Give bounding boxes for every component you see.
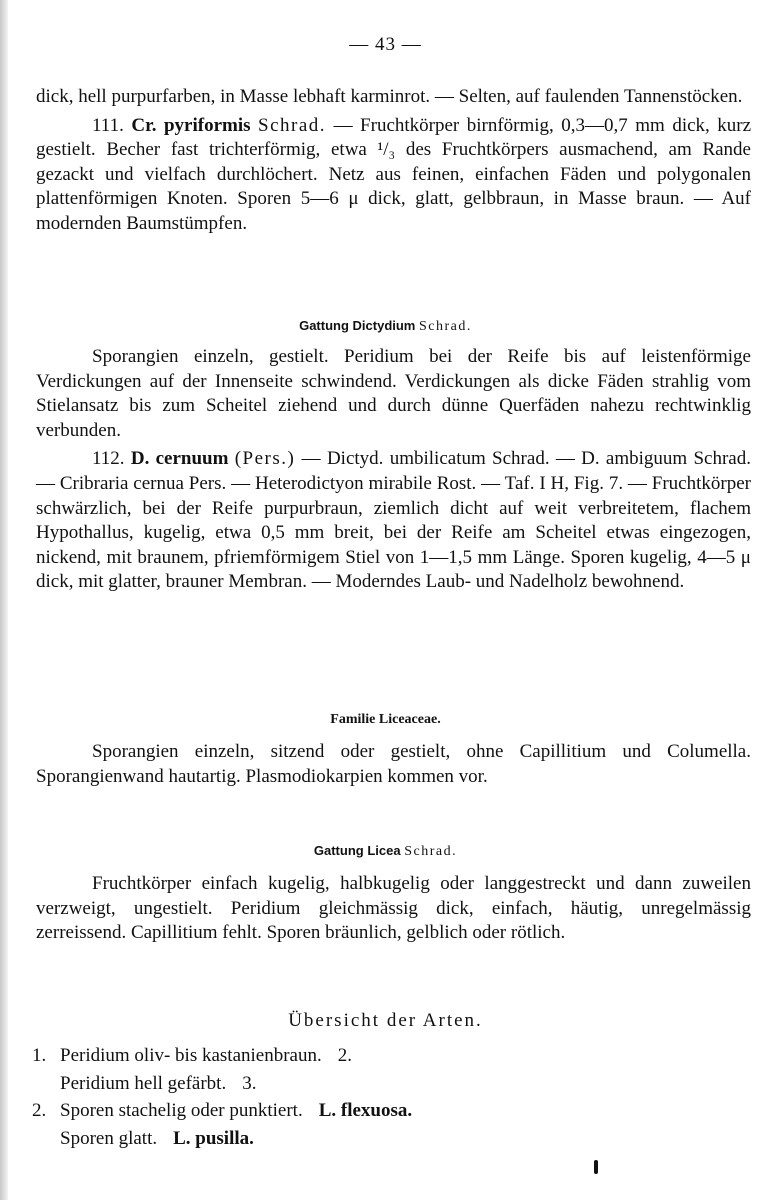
key-row-number: 2. <box>32 1100 47 1121</box>
genus-licea-author: Schrad. <box>404 844 458 859</box>
species-111-number: 111. <box>92 114 124 136</box>
key-row <box>32 1125 732 1153</box>
page-number: — 43 — <box>349 34 422 55</box>
key-title: Übersicht der Arten. <box>288 1010 483 1031</box>
ink-speck <box>594 1160 598 1174</box>
genus-dictydium-heading <box>0 318 771 335</box>
species-key <box>32 1042 732 1152</box>
genus-licea-heading <box>0 843 771 860</box>
species-112-author: (Pers.) <box>234 448 296 470</box>
key-row-ref: 3. <box>242 1072 257 1094</box>
species-111-author: Schrad. <box>258 114 327 136</box>
key-row-number <box>32 1070 60 1098</box>
key-row <box>32 1097 732 1125</box>
key-row-text: Peridium oliv- bis kastanienbraun. <box>60 1045 322 1066</box>
key-row-text: Sporen stachelig oder punktiert. <box>60 1100 303 1121</box>
genus-dictydium-author: Schrad. <box>419 319 472 334</box>
species-111-text: — Fruchtkörper birnförmig, 0,3—0,7 mm dick, kurz gestielt. Becher fast trichterförmig, etwa ¹/₃ des Fruchtkörpers ausmachend, am Rande gezackt und vielfach durchlöchert. Netz aus feinen, einfachen Fäden und polygonalen plattenförmigen Knoten. Sporen 5—6 μ dick, glatt, gelbbraun, in Masse braun. — Auf modernden Baumstümpfen. <box>36 114 752 234</box>
key-row-ref: L. flexuosa. <box>318 1100 413 1121</box>
top-paragraph-block <box>36 85 751 237</box>
species-112-text: — Dictyd. umbilicatum Schrad. — D. ambiguum Schrad. — Cribraria cernua Pers. — Heterodictyon mirabile Rost. — Taf. I H, Fig. 7. — Fruchtkörper schwärzlich, bei der Reife purpurbraun, ziemlich dicht auf weit verbreitetem, flachem Hypothallus, kugelig, etwa 0,5 mm breit, bei der Reife am Scheitel etwas eingezogen, nickend, mit braunem, pfriemförmigem Stiel von 1—1,5 mm Länge. Sporen kugelig, 4—5 μ dick, mit glatter, brauner Membran. — Moderndes Laub- und Nadelholz bewohnend. <box>36 448 751 593</box>
family-liceaceae-block <box>36 740 751 789</box>
key-row-number: 1. <box>32 1045 47 1066</box>
key-row-number <box>32 1125 60 1153</box>
species-111-entry <box>36 114 751 237</box>
genus-licea-block <box>36 872 751 946</box>
genus-dictydium-block <box>36 345 751 595</box>
key-row-ref: 2. <box>337 1045 352 1066</box>
family-liceaceae-description: Sporangien einzeln, sitzend oder gestielt, ohne Capillitium und Columella. Sporangienwand hautartig. Plasmodiokarpien kommen vor. <box>36 741 751 787</box>
key-row <box>32 1070 732 1098</box>
species-112-number: 112. <box>92 448 125 470</box>
genus-licea-description: Fruchtkörper einfach kugelig, halbkugelig oder langgestreckt und dann zuweilen verzweigt, ungestielt. Peridium gleichmässig dick, einfach, häutig, unregelmässig zerreissend. Capillitium fehlt. Sporen bräunlich, gelblich oder rötlich. <box>36 873 751 944</box>
genus-licea-title: Gattung Licea <box>313 843 401 858</box>
genus-dictydium-description: Sporangien einzeln, gestielt. Peridium bei der Reife bis auf leistenförmige Verdickungen auf der Innenseite schwindend. Verdickungen als dicke Fäden strahlig vom Stielansatz bis zum Scheitel ziehend und durch dünne Querfäden nahezu rechtwinklig verbunden. <box>36 346 751 441</box>
family-liceaceae-heading: Familie Liceaceae. <box>330 712 441 727</box>
species-112-name: D. cernuum <box>130 448 229 470</box>
key-row-ref: L. pusilla. <box>173 1127 254 1149</box>
species-112-entry <box>36 447 751 595</box>
key-row <box>32 1042 732 1070</box>
key-row-text: Peridium hell gefärbt. <box>60 1072 227 1094</box>
genus-dictydium-title: Gattung Dictydium <box>299 318 416 333</box>
species-111-name: Cr. pyriformis <box>131 114 251 136</box>
key-row-text: Sporen glatt. <box>60 1127 158 1149</box>
top-paragraph: dick, hell purpurfarben, in Masse lebhaft karminrot. — Selten, auf faulenden Tannenstöcken. <box>36 86 743 107</box>
